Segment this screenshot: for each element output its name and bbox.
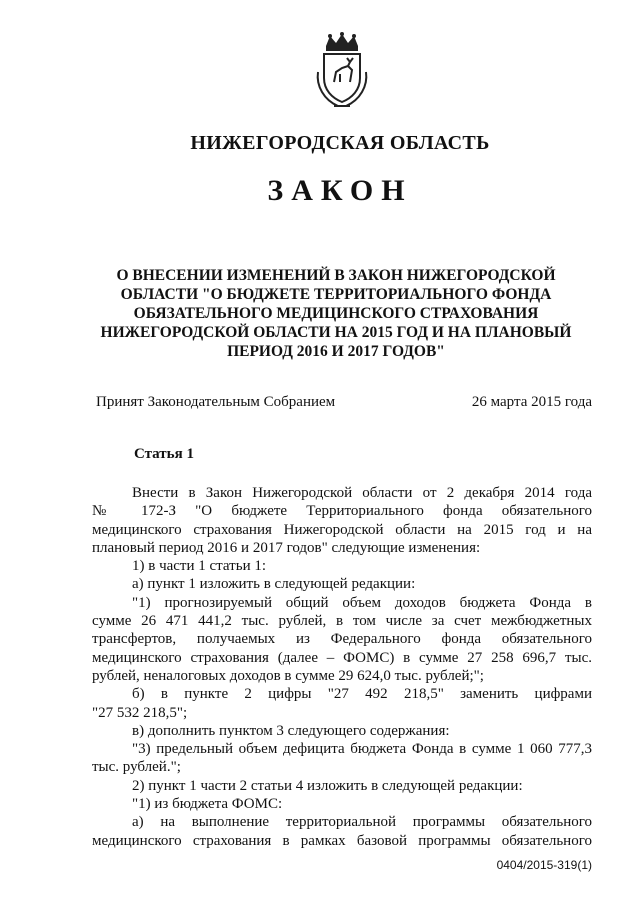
body-line: б) в пункте 2 цифры "27 492 218,5" заменить цифрами bbox=[132, 686, 592, 703]
body-line: а) на выполнение территориальной программы обязательного bbox=[132, 814, 592, 831]
region-name: НИЖЕГОРОДСКАЯ ОБЛАСТЬ bbox=[190, 132, 490, 154]
document-number: 0404/2015-319(1) bbox=[496, 858, 592, 872]
body-line: трансфертов, получаемых из Федерального фонда обязательного bbox=[92, 631, 592, 648]
law-title-line: ОБЯЗАТЕЛЬНОГО МЕДИЦИНСКОГО СТРАХОВАНИЯ bbox=[133, 305, 539, 322]
body-line: "3) предельный объем дефицита бюджета Фонда в сумме 1 060 777,3 bbox=[132, 741, 592, 758]
body-line: медицинского страхования (далее – ФОМС) в сумме 27 258 696,7 тыс. bbox=[92, 649, 592, 666]
law-title bbox=[96, 266, 576, 361]
body-line: плановый период 2016 и 2017 годов" следующие изменения: bbox=[92, 539, 481, 556]
body-line: "1) прогнозируемый общий объем доходов бюджета Фонда в bbox=[132, 594, 592, 611]
body-line: медицинского страхования в рамках базовой программы обязательного bbox=[92, 832, 592, 849]
coat-of-arms-emblem bbox=[312, 32, 372, 110]
document-type: ЗАКОН bbox=[267, 174, 413, 207]
body-line: 1) в части 1 статьи 1: bbox=[132, 558, 267, 575]
body-line: в) дополнить пунктом 3 следующего содержания: bbox=[132, 722, 450, 739]
body-line: тыс. рублей."; bbox=[92, 759, 181, 776]
law-title-line: НИЖЕГОРОДСКОЙ ОБЛАСТИ НА 2015 ГОД И НА ПЛАНОВЫЙ bbox=[100, 324, 572, 341]
adoption-date: 26 марта 2015 года bbox=[471, 394, 592, 410]
body-line: № 172-З "О бюджете Территориального фонда обязательного bbox=[92, 503, 592, 520]
law-title-line: ОБЛАСТИ "О БЮДЖЕТЕ ТЕРРИТОРИАЛЬНОГО ФОНДА bbox=[120, 286, 552, 303]
body-line: "27 532 218,5"; bbox=[92, 704, 188, 721]
body-line: медицинского страхования Нижегородской области на 2015 год и на bbox=[92, 521, 592, 538]
body-line: а) пункт 1 изложить в следующей редакции: bbox=[132, 576, 416, 593]
article-heading: Статья 1 bbox=[134, 446, 194, 462]
body-line: "1) из бюджета ФОМС: bbox=[132, 796, 283, 813]
law-title-line: О ВНЕСЕНИИ ИЗМЕНЕНИЙ В ЗАКОН НИЖЕГОРОДСКОЙ bbox=[116, 267, 556, 284]
law-title-line: ПЕРИОД 2016 И 2017 ГОДОВ" bbox=[227, 343, 445, 360]
article-body bbox=[92, 484, 592, 850]
body-line: 2) пункт 1 части 2 статьи 4 изложить в следующей редакции: bbox=[132, 777, 523, 794]
body-line: рублей, неналоговых доходов в сумме 29 624,0 тыс. рублей;"; bbox=[92, 667, 484, 684]
body-line: сумме 26 471 441,2 тыс. рублей, в том числе за счет межбюджетных bbox=[92, 613, 592, 630]
body-line: Внести в Закон Нижегородской области от 2 декабря 2014 года bbox=[132, 485, 592, 501]
adopting-body: Принят Законодательным Собранием bbox=[96, 394, 336, 410]
